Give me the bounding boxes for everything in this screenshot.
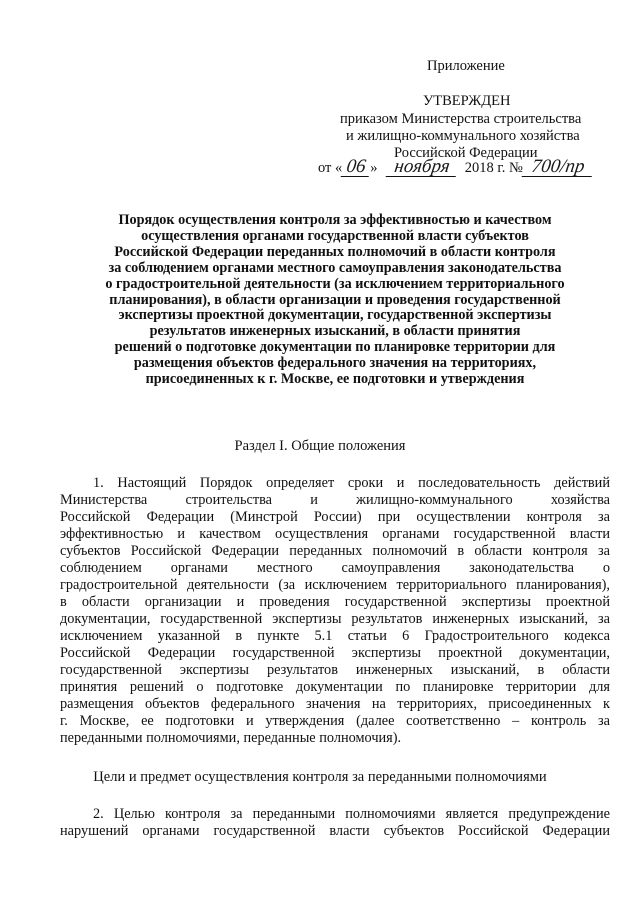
paragraph-line: документации, государственной экспертизы результатов инженерных изысканий, за [60,611,610,627]
title-line: Российской Федерации переданных полномочий в области контроля [114,243,556,260]
title-line: о градостроительной деятельности (за исключением территориального [105,275,565,292]
paragraph-line: размещения объектов федерального значения на территориях, присоединенных к [60,696,610,712]
order-date-line [318,157,593,179]
title-line: планирования), в области организации и проведения государственной [109,291,561,308]
appendix-label: Приложение [427,58,505,74]
paragraph-line: 1. Настоящий Порядок определяет сроки и последовательность действий [93,475,610,491]
date-day-handwritten: 06 [341,158,372,177]
title-line: осуществления органами государственной власти субъектов [141,227,529,244]
order-line-1: приказом Министерства строительства [340,111,582,127]
date-prefix: от « [318,160,343,176]
paragraph-line: нарушений органами государственной власти субъектов Российской Федерации [60,823,610,839]
paragraph-line: эффективностью и качеством осуществления органами государственной власти [60,526,610,542]
paragraph-line: соблюдением органами местного самоуправления законодательства о [60,560,610,576]
paragraph-line: Российской Федерации (Минстрой России) при осуществлении контроля за [60,509,610,525]
date-year: 2018 г. № [464,160,523,176]
paragraph-line: принятия решений о подготовке документации по планировке территории для [60,679,610,695]
title-line: размещения объектов федерального значения на территориях, [133,355,537,372]
paragraph-line: градостроительной деятельности (за исключением территориального планирования), [60,577,610,593]
paragraph-line: 2. Целью контроля за переданными полномочиями является предупреждение [93,806,610,822]
title-line: за соблюдением органами местного самоуправления законодательства [108,259,562,276]
order-line-2: и жилищно-коммунального хозяйства [346,128,580,144]
paragraph-line: Российской Федерации государственной экспертизы проектной документации, [60,645,610,661]
paragraph-line: переданными полномочиями, переданные полномочия). [60,730,402,746]
paragraph-line: г. Москве, ее подготовки и утверждения (далее соответственно – контроль за [60,713,610,729]
paragraph-line: исключением указанной в пункте 5.1 статьи 6 Градостроительного кодекса [60,628,610,644]
title-line: присоединенных к г. Москве, ее подготовки и утверждения [145,371,525,388]
approved-label: УТВЕРЖДЕН [423,93,511,109]
section-heading: Раздел I. Общие положения [234,438,406,454]
order-number-handwritten: 700/пр [521,158,594,177]
paragraph-line: субъектов Российской Федерации переданных полномочий в области контроля за [60,543,610,559]
title-line: результатов инженерных изысканий, в области принятия [149,323,521,340]
title-line: решений о подготовке документации по планировке территории для [114,339,556,356]
date-mid: » [370,160,378,176]
paragraph-line: Министерства строительства и жилищно-коммунального хозяйства [60,492,610,508]
title-line: Порядок осуществления контроля за эффективностью и качеством [118,212,552,228]
date-month-handwritten: ноября [386,158,459,177]
title-line: экспертизы проектной документации, государственной экспертизы [118,307,552,324]
paragraph-line: в области организации и проведения государственной экспертизы проектной [60,594,610,610]
section-subheading: Цели и предмет осуществления контроля за переданными полномочиями [93,769,547,785]
document-title [60,213,610,388]
paragraph-line: государственной экспертизы результатов инженерных изысканий, в области [60,662,610,678]
paragraph-2 [60,806,610,840]
order-line-3: Российской Федерации [394,145,538,161]
paragraph-1 [60,475,610,747]
